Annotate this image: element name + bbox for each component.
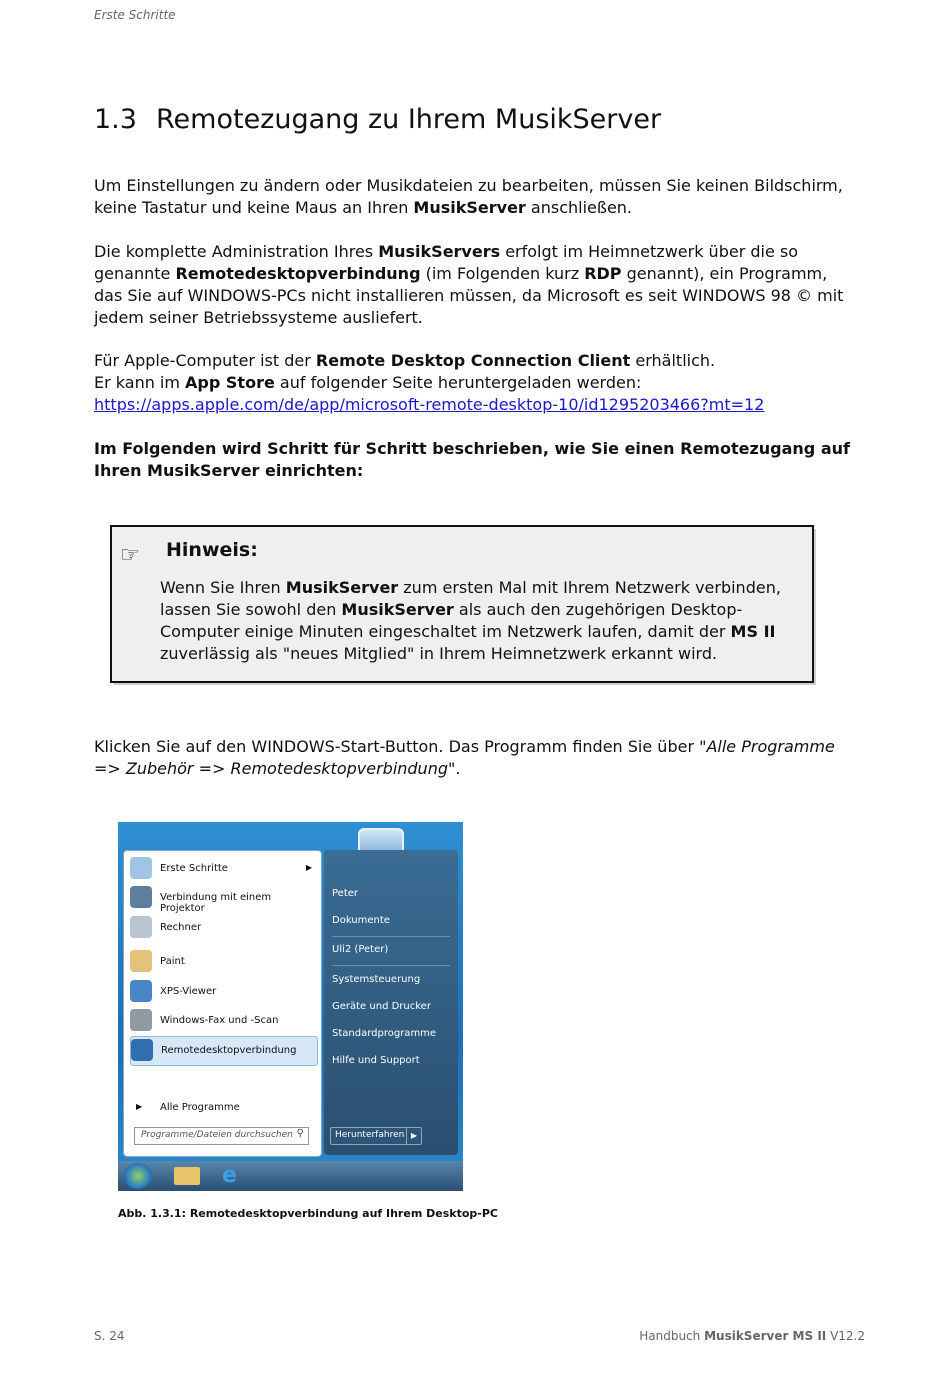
divider — [332, 965, 450, 966]
text-bold: MusikServer — [341, 600, 454, 619]
text: anschließen. — [525, 198, 633, 217]
text: auf folgender Seite heruntergeladen werden: — [274, 373, 642, 392]
menu-item-label: XPS-Viewer — [160, 986, 217, 997]
menu-item-label: Erste Schritte — [160, 863, 228, 874]
text: V12.2 — [826, 1329, 865, 1343]
text-bold: MusikServers — [378, 242, 501, 261]
remote-desktop-icon — [131, 1039, 153, 1061]
note-box — [110, 525, 814, 683]
note-body — [160, 577, 800, 665]
divider — [332, 936, 450, 937]
text: (im Folgenden kurz — [420, 264, 585, 283]
right-item-systemsteuerung[interactable]: Systemsteuerung — [332, 974, 421, 985]
menu-item-label: Alle Programme — [160, 1102, 240, 1113]
menu-item-xps-viewer[interactable] — [130, 978, 316, 1006]
text-italic: Alle Programme => Zubehör => Remotedesktopverbindung — [94, 737, 835, 778]
chevron-right-icon: ▶ — [136, 1102, 143, 1111]
text-bold: Remotedesktopverbindung — [175, 264, 421, 283]
shutdown-button[interactable] — [330, 1127, 422, 1145]
menu-item-label: Windows-Fax und -Scan — [160, 1015, 279, 1026]
start-menu-screenshot — [118, 822, 463, 1191]
menu-item-erste-schritte[interactable] — [130, 855, 316, 883]
text: Er kann im — [94, 373, 186, 392]
taskbar — [118, 1161, 463, 1191]
text: Wenn Sie Ihren — [160, 578, 286, 597]
internet-explorer-icon[interactable]: e — [222, 1163, 237, 1188]
search-icon: ⚲ — [296, 1128, 304, 1139]
getting-started-icon — [130, 857, 152, 879]
menu-item-all-programs[interactable] — [130, 1094, 316, 1122]
text: Um Einstellungen zu ändern oder Musikdateien zu bearbeiten, müssen Sie keinen Bildschirm, keine Tastatur und keine Maus an Ihren — [94, 176, 843, 217]
text: zuverlässig als "neues Mitglied" in Ihrem Heimnetzwerk erkannt wird. — [160, 644, 718, 663]
fax-scan-icon — [130, 1009, 152, 1031]
section-title: Remotezugang zu Ihrem MusikServer — [156, 104, 662, 135]
page-number: S. 24 — [94, 1329, 125, 1343]
chevron-right-icon[interactable]: ▶ — [406, 1128, 421, 1144]
menu-item-label: Remotedesktopverbindung — [161, 1045, 297, 1056]
explorer-folder-icon[interactable] — [174, 1167, 200, 1185]
text-bold: Remote Desktop Connection Client — [315, 351, 631, 370]
text: Handbuch — [639, 1329, 705, 1343]
paragraph-start-button — [94, 736, 854, 780]
right-item-peter[interactable]: Peter — [332, 888, 359, 899]
text: erfolgt im Heimnetzwerk über die so genannte — [94, 242, 799, 283]
text: Klicken Sie auf den WINDOWS-Start-Button. Das Programm finden Sie über " — [94, 737, 707, 756]
menu-item-label: Paint — [160, 956, 185, 967]
text: als auch den zugehörigen Desktop-Computer einige Minuten eingeschaltet im Netzwerk laufen, damit der — [160, 600, 743, 641]
right-item-dokumente[interactable]: Dokumente — [332, 915, 390, 926]
text-bold: MusikServer — [285, 578, 399, 597]
windows-start-button-icon[interactable] — [124, 1163, 152, 1189]
text-bold: App Store — [185, 373, 275, 392]
text: zum ersten Mal mit Ihrem Netzwerk verbinden, lassen Sie sowohl den — [160, 578, 781, 619]
text: genannt), ein Programm, das Sie auf WINDOWS-PCs nicht installieren müssen, da Microsoft es seit WINDOWS 98 © mit jedem seiner Betriebssysteme ausliefert. — [94, 264, 844, 327]
menu-item-paint[interactable] — [130, 948, 316, 976]
text: Die komplette Administration Ihres — [94, 242, 379, 261]
running-header: Erste Schritte — [94, 8, 176, 22]
footer-manual-title — [639, 1329, 865, 1343]
right-item-uli2[interactable]: Uli2 (Peter) — [332, 944, 389, 955]
paragraph-administration — [94, 241, 854, 329]
note-title: Hinweis: — [166, 539, 258, 561]
projector-icon — [130, 886, 152, 908]
start-menu-right-panel — [324, 850, 458, 1155]
paragraph-apple — [94, 350, 854, 416]
app-store-link[interactable]: https://apps.apple.com/de/app/microsoft-remote-desktop-10/id1295203466?mt=12 — [94, 395, 765, 414]
chevron-right-icon: ▶ — [305, 863, 312, 872]
search-input[interactable] — [134, 1127, 309, 1145]
shutdown-label: Herunterfahren — [335, 1130, 405, 1140]
text: erhältlich. — [630, 351, 716, 370]
right-item-geraete-drucker[interactable]: Geräte und Drucker — [332, 1001, 431, 1012]
text-bold: MusikServer — [413, 198, 526, 217]
calculator-icon — [130, 916, 152, 938]
menu-item-remotedesktop[interactable] — [130, 1036, 318, 1066]
text: ". — [448, 759, 461, 778]
menu-item-fax-scan[interactable] — [130, 1007, 316, 1035]
text-bold: MusikServer MS II — [704, 1329, 827, 1343]
search-placeholder: Programme/Dateien durchsuchen — [141, 1130, 293, 1140]
menu-item-projektor[interactable] — [130, 884, 316, 912]
section-number: 1.3 — [94, 104, 137, 135]
figure-caption: Abb. 1.3.1: Remotedesktopverbindung auf Ihrem Desktop-PC — [118, 1207, 498, 1220]
right-item-standardprogramme[interactable]: Standardprogramme — [332, 1028, 437, 1039]
text-bold: RDP — [584, 264, 622, 283]
paint-icon — [130, 950, 152, 972]
text-bold: MS II — [730, 622, 776, 641]
menu-item-label: Verbindung mit einem Projektor — [160, 892, 272, 914]
menu-item-label: Rechner — [160, 922, 202, 933]
menu-item-rechner[interactable] — [130, 914, 316, 942]
paragraph-steps-intro: Im Folgenden wird Schritt für Schritt beschrieben, wie Sie einen Remotezugang auf Ihren MusikServer einrichten: — [94, 439, 850, 480]
pointing-hand-icon: ☞ — [120, 543, 140, 568]
right-item-hilfe-support[interactable]: Hilfe und Support — [332, 1055, 420, 1066]
start-menu-left-panel — [123, 850, 322, 1157]
xps-viewer-icon — [130, 980, 152, 1002]
paragraph-intro — [94, 175, 854, 219]
text: Für Apple-Computer ist der — [94, 351, 316, 370]
section-heading — [94, 104, 661, 135]
